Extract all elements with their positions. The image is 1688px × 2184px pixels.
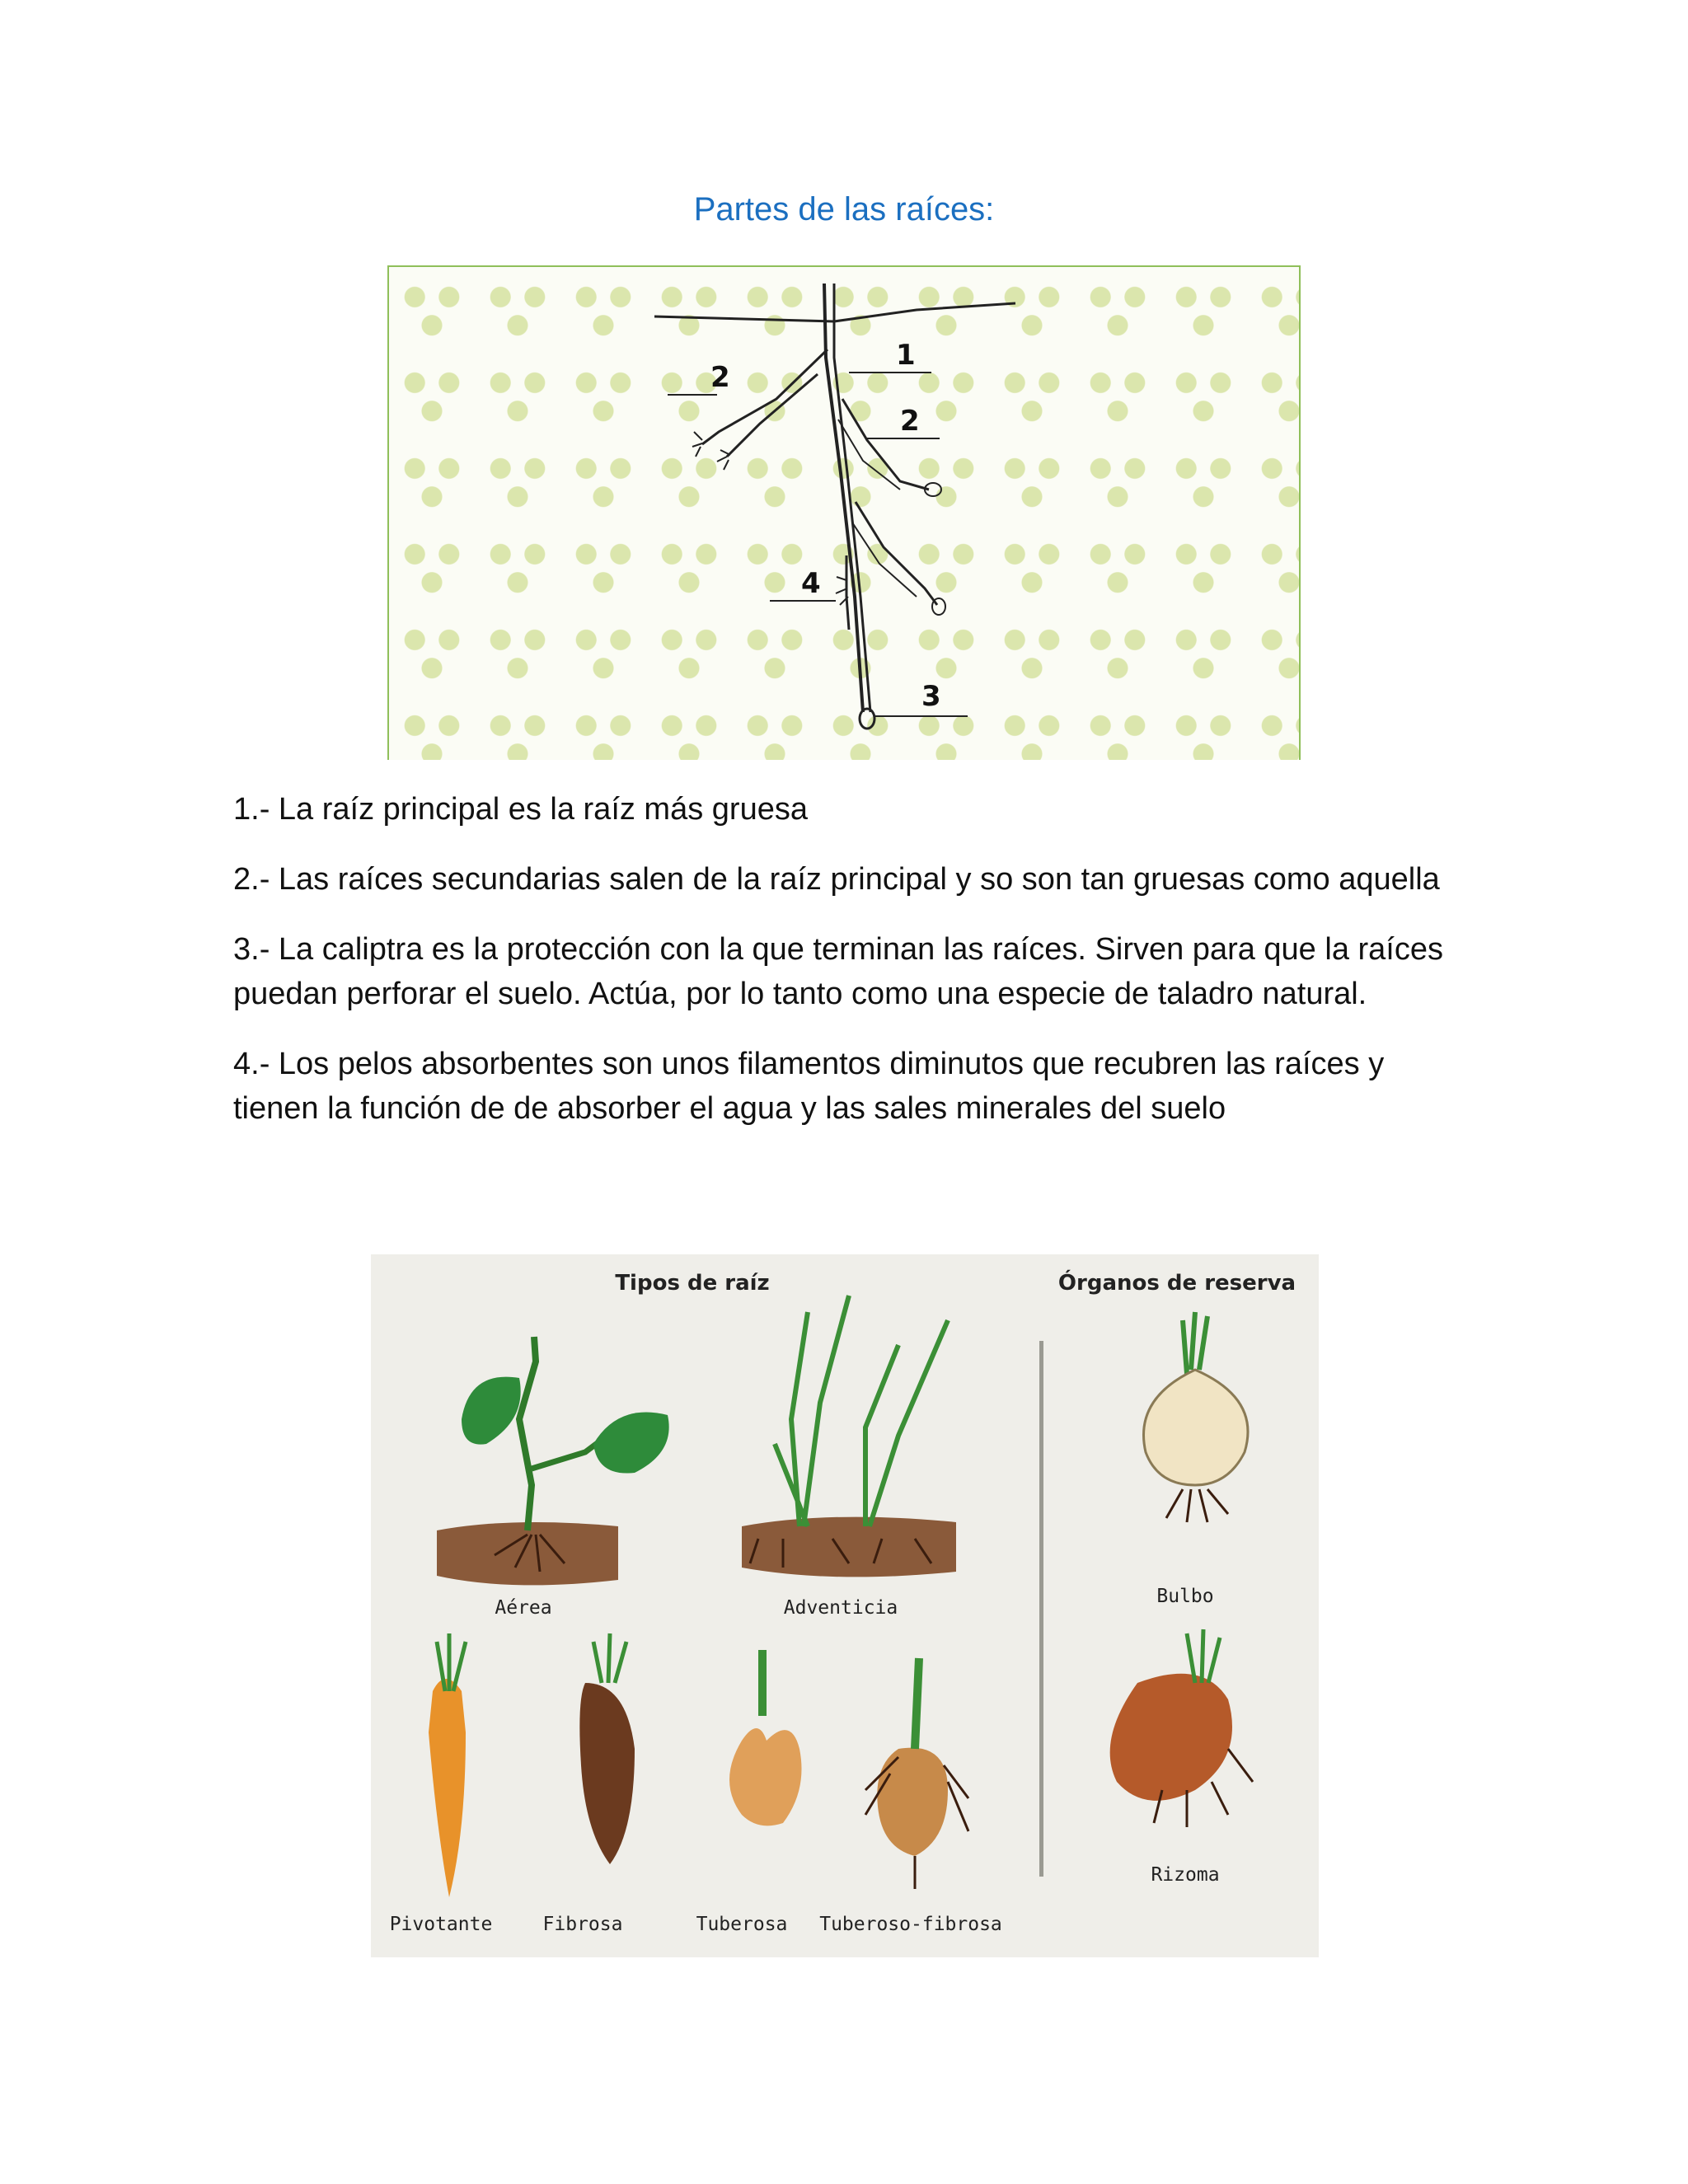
root-parts-diagram (387, 265, 1301, 760)
root-parts-list (233, 787, 1470, 1156)
callout-2-left: 2 (710, 361, 730, 394)
list-item: 2.- Las raíces secundarias salen de la raíz principal y so son tan gruesas como aquella (233, 862, 1440, 897)
list-item: 4.- Los pelos absorbentes son unos filamentos diminutos que recubren las raíces y tienen la función de de absorber el agua y las sales minerales del suelo (233, 1047, 1385, 1126)
list-item: 3.- La caliptra es la protección con la que terminan las raíces. Sirven para que la raíces puedan perforar el suelo. Actúa, por lo tanto como una especie de taladro natural. (233, 932, 1443, 1011)
label-bulbo: Bulbo (1156, 1586, 1214, 1607)
label-tuberosa: Tuberosa (696, 1914, 788, 1935)
label-aerea: Aérea (495, 1597, 552, 1619)
list-item: 1.- La raíz principal es la raíz más gruesa (233, 792, 808, 827)
callout-1: 1 (896, 339, 916, 372)
label-rizoma: Rizoma (1151, 1864, 1220, 1886)
label-pivotante: Pivotante (389, 1914, 493, 1935)
callout-4: 4 (801, 567, 821, 600)
root-types-illustration (371, 1254, 1319, 1957)
figure-divider (1039, 1341, 1043, 1877)
root-parts-drawing (389, 267, 1301, 760)
header-tipos-de-raiz: Tipos de raíz (615, 1271, 770, 1296)
callout-2-right: 2 (900, 405, 920, 438)
callout-3: 3 (921, 680, 941, 713)
header-organos-de-reserva: Órganos de reserva (1057, 1271, 1296, 1296)
label-fibrosa: Fibrosa (542, 1914, 623, 1935)
page-title: Partes de las raíces: (693, 191, 995, 227)
label-tuberoso-fibrosa: Tuberoso-fibrosa (819, 1914, 1002, 1935)
label-adventicia: Adventicia (783, 1597, 898, 1619)
